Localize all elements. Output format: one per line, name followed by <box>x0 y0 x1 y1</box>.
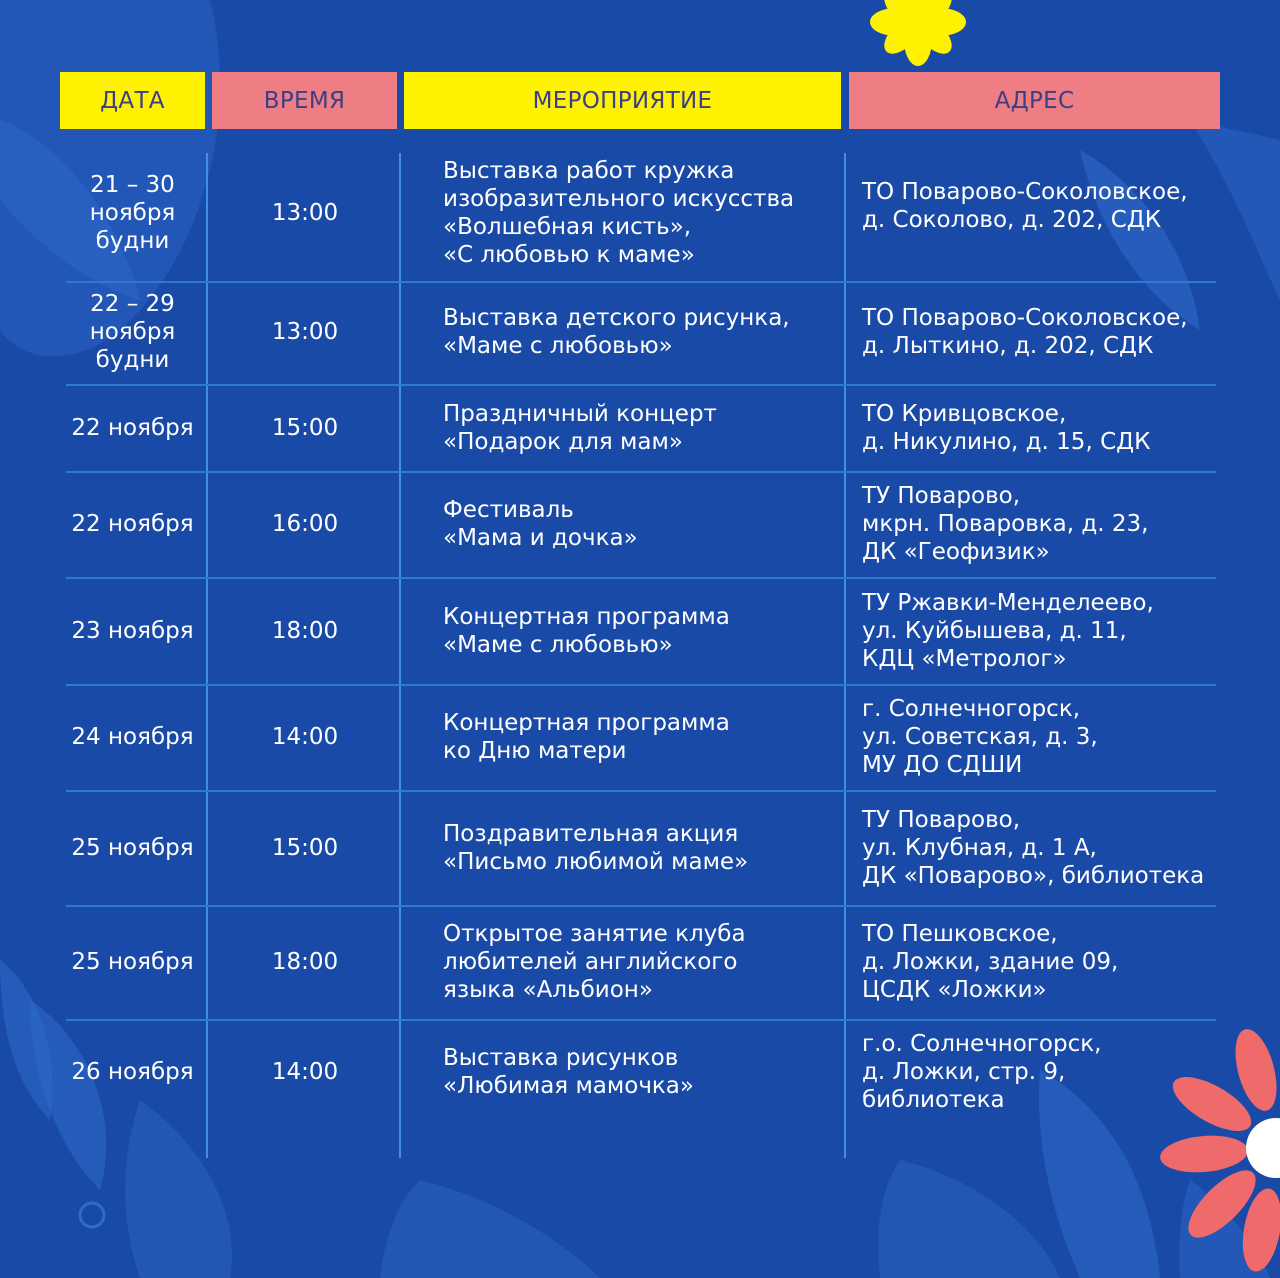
row-address: г.о. Солнечногорск, д. Ложки, стр. 9, библиотека <box>862 1031 1102 1113</box>
row-date: 26 ноября <box>71 1059 194 1085</box>
row-time: 15:00 <box>271 834 339 861</box>
row-event: Концертная программа ко Дню матери <box>443 710 730 764</box>
table-row <box>0 1020 1280 1124</box>
row-time: 18:00 <box>271 949 339 975</box>
table-row <box>0 578 1280 683</box>
row-event: Выставка детского рисунка, «Маме с любовью» <box>443 305 790 359</box>
header-address: АДРЕС <box>849 72 1220 129</box>
table-row <box>0 282 1280 382</box>
header-event: МЕРОПРИЯТИЕ <box>404 72 841 129</box>
row-date: 21 – 30 ноября будни <box>89 171 176 254</box>
row-address: ТУ Поварово, мкрн. Поваровка, д. 23, ДК «Геофизик» <box>862 483 1149 565</box>
row-address: г. Солнечногорск, ул. Советская, д. 3, МУ ДО СДШИ <box>862 696 1098 778</box>
row-event: Выставка рисунков «Любимая мамочка» <box>443 1045 694 1099</box>
row-time: 14:00 <box>271 1059 339 1085</box>
row-date: 22 – 29 ноября будни <box>89 291 176 373</box>
row-event: Концертная программа «Маме с любовью» <box>443 603 730 658</box>
header-date: ДАТА <box>60 72 205 129</box>
row-event: Поздравительная акция «Письмо любимой маме» <box>443 820 749 875</box>
row-address: ТО Поварово-Соколовское, д. Лыткино, д. 202, СДК <box>862 305 1188 359</box>
header-time: ВРЕМЯ <box>212 72 397 129</box>
row-event: Открытое занятие клуба любителей английского языка «Альбион» <box>443 921 746 1003</box>
table-row <box>0 385 1280 471</box>
row-address: ТО Пешковское, д. Ложки, здание 09, ЦСДК «Ложки» <box>862 921 1119 1003</box>
table-row <box>0 685 1280 789</box>
row-date: 22 ноября <box>71 511 194 537</box>
row-address: ТО Поварово-Соколовское, д. Соколово, д. 202, СДК <box>862 179 1188 233</box>
row-time: 13:00 <box>271 319 339 345</box>
table-row <box>0 791 1280 904</box>
row-time: 18:00 <box>271 617 339 644</box>
table-row <box>0 472 1280 576</box>
row-time: 13:00 <box>271 199 339 226</box>
row-date: 23 ноября <box>71 617 194 644</box>
row-address: ТО Кривцовское, д. Никулино, д. 15, СДК <box>862 401 1151 455</box>
table-row <box>0 906 1280 1018</box>
row-time: 16:00 <box>271 511 339 537</box>
row-time: 15:00 <box>271 415 339 441</box>
row-time: 14:00 <box>271 724 339 750</box>
row-date: 22 ноября <box>71 415 194 441</box>
row-event: Фестиваль «Мама и дочка» <box>443 497 638 551</box>
row-date: 25 ноября <box>71 949 194 975</box>
row-address: ТУ Ржавки-Менделеево, ул. Куйбышева, д. 11, КДЦ «Метролог» <box>862 589 1154 672</box>
row-address: ТУ Поварово, ул. Клубная, д. 1 А, ДК «Поварово», библиотека <box>862 806 1205 889</box>
row-event: Праздничный концерт «Подарок для мам» <box>443 401 717 455</box>
row-date: 24 ноября <box>71 724 194 750</box>
row-date: 25 ноября <box>71 834 194 861</box>
table-row <box>0 150 1280 275</box>
row-event: Выставка работ кружка изобразительного искусства «Волшебная кисть», «С любовью к маме» <box>443 157 795 268</box>
